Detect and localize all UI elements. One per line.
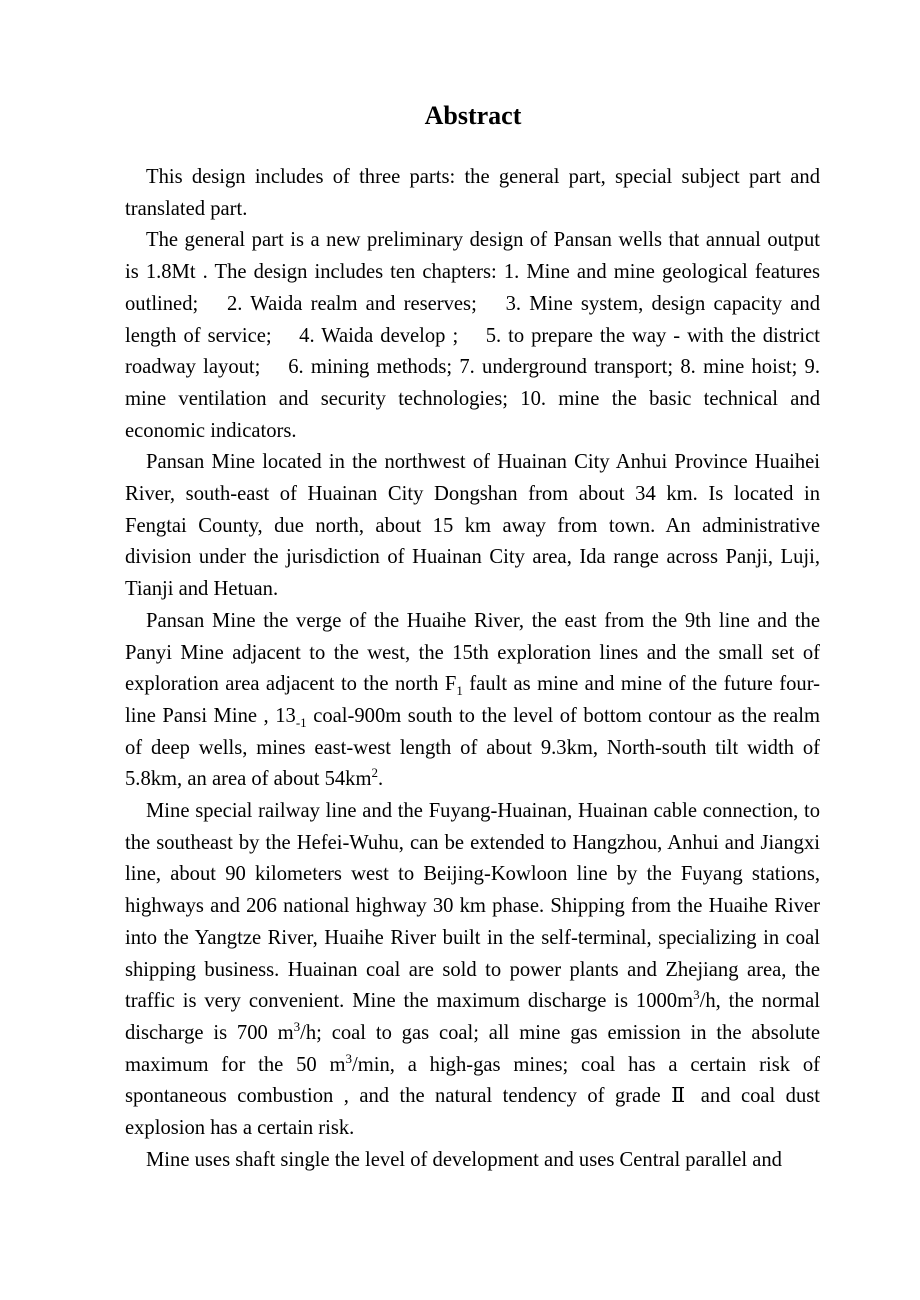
text-run: This design includes of three parts: the general part, special subject part and translated part.: [125, 166, 820, 220]
subscript: 1: [456, 683, 463, 699]
superscript: 2: [371, 765, 378, 781]
superscript: 3: [293, 1019, 301, 1035]
text-run: /min, a high-gas mines; coal has a certain risk of spontaneous combustion , and the natural tendency of grade Ⅱ and coal dust explosion has a certain risk.: [125, 1053, 820, 1140]
subscript: -1: [295, 715, 307, 731]
abstract-paragraph: [125, 606, 820, 796]
superscript: 3: [345, 1050, 352, 1066]
text-run: Mine special railway line and the Fuyang-Huainan, Huainan cable connection, to the southeast by the Hefei-Wuhu, can be extended to Hangzhou, Anhui and Jiangxi line, about 90 kilometers west to Beijing-Kowloon line by the Fuyang stations, highways and 206 national highway 30 km phase. Shipping from the Huaihe River into the Yangtze River, Huaihe River built in the self-terminal, specializing in coal shipping business. Huainan coal are sold to power plants and Zhejiang area, the traffic is very convenient. Mine the maximum discharge is 1000m: [125, 800, 820, 1013]
abstract-paragraph: [125, 162, 820, 225]
text-run: /h, the normal discharge is 700 m: [125, 990, 820, 1044]
text-run: coal-900m south to the level of bottom contour as the realm of deep wells, mines east-west length of about 9.3km, North-south tilt width of 5.8km, an area of about 54km: [125, 704, 820, 791]
text-run: .: [377, 768, 384, 791]
abstract-body: [125, 162, 820, 1177]
abstract-title: Abstract: [424, 101, 522, 130]
text-run: Pansan Mine located in the northwest of Huainan City Anhui Province Huaihei River, south-east of Huainan City Dongshan from about 34 km. Is located in Fengtai County, due north, about 15 km away from town. An administrative division under the jurisdiction of Huainan City area, Ida range across Panji, Luji, Tianji and Hetuan.: [125, 451, 820, 601]
text-run: fault as mine and mine of the future four-line Pansi Mine , 13: [125, 673, 820, 727]
abstract-paragraph: [125, 796, 820, 1145]
text-run: /h; coal to gas coal; all mine gas emission in the absolute maximum for the 50 m: [125, 1021, 820, 1076]
text-run: Pansan Mine the verge of the Huaihe River, the east from the 9th line and the Panyi Mine adjacent to the west, the 15th exploration lines and the small set of exploration area adjacent to the north F: [125, 609, 820, 696]
superscript: 3: [693, 987, 700, 1003]
text-run: Mine uses shaft single the level of development and uses Central parallel and: [146, 1148, 782, 1171]
abstract-paragraph: [125, 447, 820, 606]
abstract-paragraph: [125, 1145, 820, 1177]
abstract-paragraph: [125, 225, 820, 447]
text-run: The general part is a new preliminary design of Pansan wells that annual output is 1.8Mt . The design includes ten chapters: 1. Mine and mine geological features outlined; 2. Waida realm and reserves; 3. Mine system, design capacity and length of service; 4. Waida develop ; 5. to prepare the way - with the district roadway layout; 6. mining methods; 7. underground transport; 8. mine hoist; 9. mine ventilation and security technologies; 10. mine the basic technical and economic indicators.: [125, 229, 820, 442]
